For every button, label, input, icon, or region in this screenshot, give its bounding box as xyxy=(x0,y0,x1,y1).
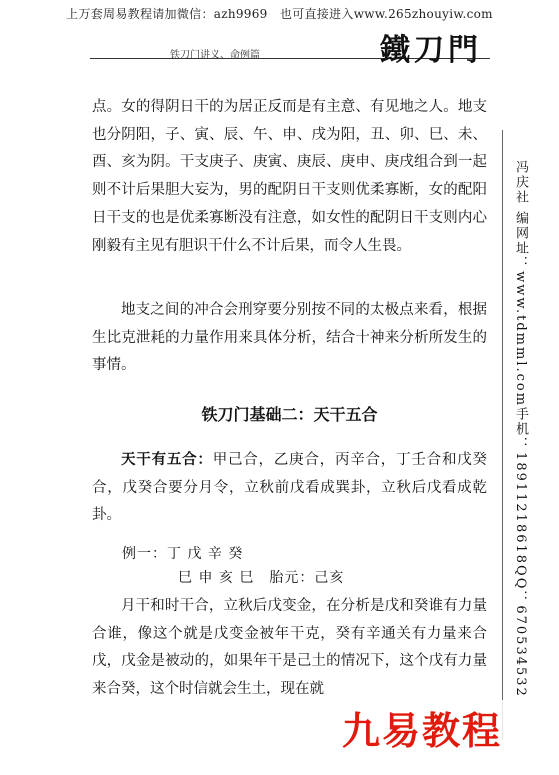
sidebar-website: www.tdmml.com xyxy=(513,271,528,408)
paragraph-3-text xyxy=(92,446,487,530)
sidebar-divider xyxy=(502,130,503,740)
header-logo: 鐵刀門 xyxy=(380,33,482,68)
paragraph-2-text: 地支之间的冲合会刑穿要分别按不同的太极点来看，根据生比克泄耗的力量作用来具体分析，结合十神来分析所发生的事情。 xyxy=(92,302,487,374)
section-title: 铁刀门基础二：天干五合 xyxy=(201,405,378,424)
paragraph-3-rest: 甲己合，乙庚合，丙辛合，丁壬合和戊癸合，戊癸合要分月令，立秋前戊看成巽卦，立秋后戊看成乾卦。 xyxy=(92,452,488,524)
paragraph-3 xyxy=(92,446,487,530)
sidebar-editor: 冯庆社 编 xyxy=(513,160,528,227)
sidebar-website-label: 网址： xyxy=(513,226,528,272)
sidebar-contact xyxy=(508,160,530,698)
sidebar-qq: 670534532 xyxy=(513,605,528,698)
paragraph-4 xyxy=(92,593,487,704)
paragraph-2 xyxy=(92,297,487,380)
watermark-logo: 九易教程 xyxy=(338,700,506,755)
paragraph-4-text: 月干和时干合，立秋后戊变金，在分析是戊和癸谁有力量合谁，像这个就是戊变金被年干克，癸有辛通关有力量来合戊，戊金是被动的，如果年干是己土的情况下，这个戊有力量来合癸，这个时信就会生土，现在就 xyxy=(92,598,487,698)
top-banner: 上万套周易教程请加微信：azh9969 也可直接进入www.265zhouyiw.com xyxy=(66,7,493,21)
sidebar-phone-label: 手机： xyxy=(513,407,528,453)
paragraph-1 xyxy=(92,94,487,260)
header-subtitle: 铁刀门讲义、命例篇 xyxy=(170,50,260,61)
sidebar-qq-label: QQ： xyxy=(513,565,528,606)
example-line-2: 巳 申 亥 巳 胎元：己亥 xyxy=(178,570,345,586)
paragraph-1-text: 点。女的得阴日干的为居正反而是有主意、有见地之人。地支也分阴阳，子、寅、辰、午、申、戌为阳，丑、卯、巳、未、酉、亥为阴。干支庚子、庚寅、庚辰、庚申、庚戌组合到一起则不计后果胆大妄为，男的配阴日干支则优柔寡断，女的配阳日干支的也是优柔寡断没有注意，如女性的配阴日干支则内心刚毅有主见有胆识干什么不计后果，而令人生畏。 xyxy=(92,99,487,254)
example-line-1: 例一：丁 戊 辛 癸 xyxy=(122,546,244,562)
paragraph-3-lead: 天干有五合： xyxy=(121,451,213,468)
sidebar-phone: 18911218618 xyxy=(513,452,528,566)
